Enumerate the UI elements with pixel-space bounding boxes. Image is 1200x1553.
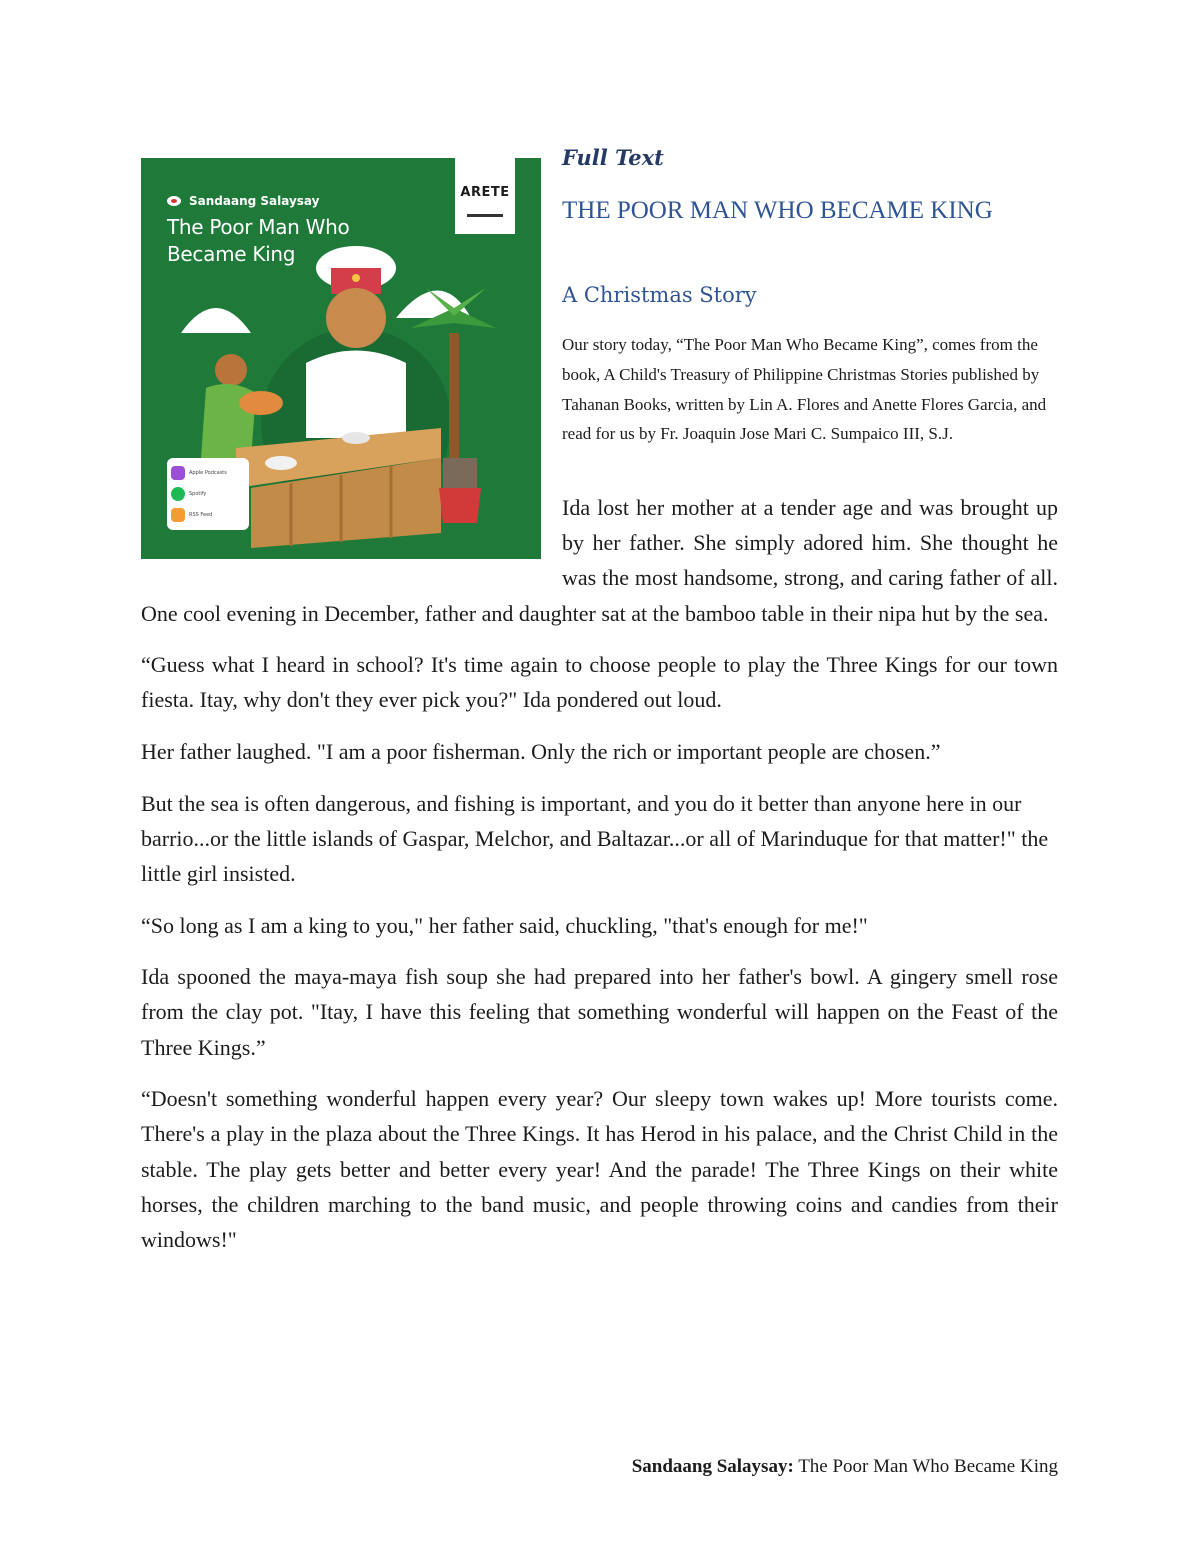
platform-label: RSS Feed	[189, 512, 213, 519]
story-paragraph-4: But the sea is often dangerous, and fishing is important, and you do it better than anyone here in our barrio...or the little islands of Gaspar, Melchor, and Baltazar...or all of Marinduque for that matter!" the little girl insisted.	[141, 790, 1049, 886]
story-paragraph-2: “Guess what I heard in school? It's time again to choose people to play the Three Kings for our town fiesta. Itay, why don't they ever pick you?" Ida pondered out loud.	[141, 652, 1058, 713]
story-paragraph-7: “Doesn't something wonderful happen every year? Our sleepy town wakes up! More tourists come. There's a play in the plaza about the Three Kings. It has Herod in his palace, and the Christ Child in the stable. The play gets better and better every year! And the parade! The Three Kings on their white horses, the children marching to the band music, and people throwing coins and candies from their windows!"	[141, 1086, 1058, 1252]
story-paragraph-6: Ida spooned the maya-maya fish soup she had prepared into her father's bowl. A gingery smell rose from the clay pot. "Itay, I have this feeling that something wonderful will happen on the Feast of the Three Kings.”	[141, 964, 1058, 1060]
story-paragraph-1-text: Ida lost her mother at a tender age and was brought up by her father. She simply adored him. She thought he was the most handsome, strong, and caring father of all. One cool evening in December, father and daughter sat at the bamboo table in their nipa hut by the sea.	[141, 495, 1058, 626]
cover-brand-label: Sandaang Salaysay	[189, 194, 320, 208]
platform-label: Apple Podcasts	[189, 469, 227, 476]
arete-logo-line	[467, 214, 503, 217]
story-paragraph-1	[141, 490, 1058, 631]
footer-series: Sandaang Salaysay:	[631, 1456, 794, 1477]
image-wrap-spacer	[141, 490, 562, 595]
story-paragraph-5: “So long as I am a king to you," her father said, chuckling, "that's enough for me!"	[141, 912, 868, 938]
apple-podcasts-icon	[171, 466, 185, 480]
footer-title: The Poor Man Who Became King	[798, 1456, 1058, 1477]
page-footer	[632, 1456, 1058, 1478]
brand-logo-icon	[167, 196, 181, 206]
story-paragraph-3: Her father laughed. "I am a poor fisherman. Only the rich or important people are chosen.”	[141, 739, 941, 764]
platform-apple	[171, 464, 245, 481]
story-title: THE POOR MAN WHO BECAME KING	[562, 197, 993, 224]
arete-logo	[455, 158, 515, 234]
full-text-heading: Full Text	[562, 145, 664, 170]
platform-label: Spotify	[189, 490, 207, 497]
story-body	[141, 490, 1058, 1274]
cover-brand	[167, 194, 319, 208]
cover-title: The Poor Man Who Became King	[167, 215, 350, 266]
arete-logo-word: ARETE	[460, 185, 510, 200]
story-subtitle: A Christmas Story	[562, 283, 757, 307]
intro-paragraph: Our story today, “The Poor Man Who Became King”, comes from the book, A Child's Treasury of Philippine Christmas Stories published by Tahanan Books, written by Lin A. Flores and Anette Flores Garcia, and read for us by Fr. Joaquin Jose Mari C. Sumpaico III, S.J.	[562, 335, 1047, 444]
